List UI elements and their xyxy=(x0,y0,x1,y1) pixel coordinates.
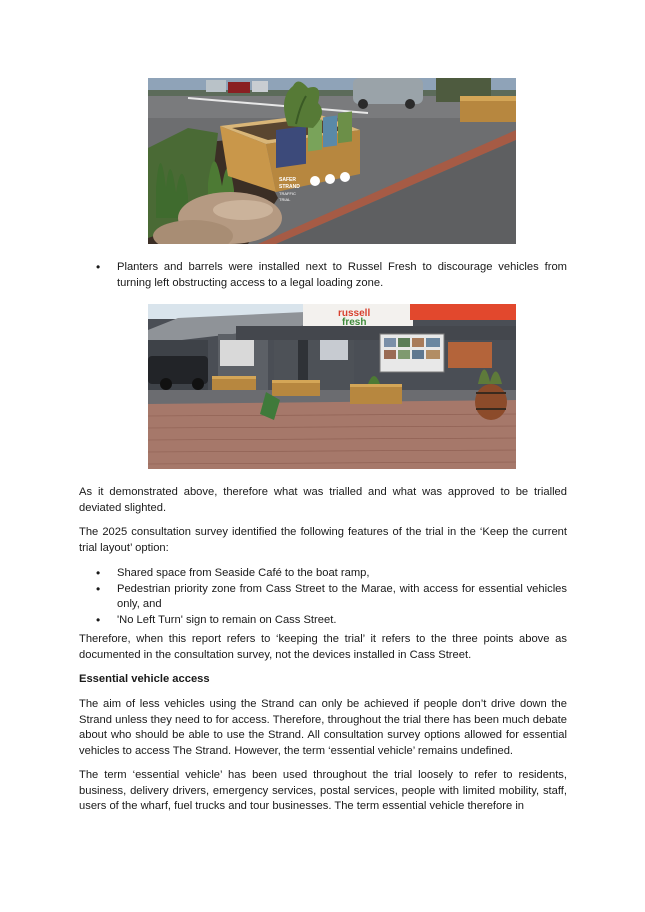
svg-text:STRAND: STRAND xyxy=(279,184,300,190)
bullet-list-trial-features xyxy=(79,566,567,628)
svg-text:TRIAL: TRIAL xyxy=(279,197,291,202)
svg-text:SAFER: SAFER xyxy=(279,177,296,183)
list-item: • 'No Left Turn' sign to remain on Cass Street. xyxy=(79,613,567,629)
russell-fresh-image xyxy=(148,304,516,469)
planter-strand-photo xyxy=(148,78,516,244)
paragraph-term: The term ‘essential vehicle’ has been used throughout the trial loosely to refer to residents, business, delivery drivers, emergency services, postal services, people with limited mobility, staff, users of the wharf, fuel trucks and tour businesses. The term essential vehicle therefore in xyxy=(79,769,567,812)
svg-text:fresh: fresh xyxy=(342,317,367,328)
list-item: • Shared space from Seaside Café to the boat ramp, xyxy=(79,566,567,582)
bullet-list-planters xyxy=(79,260,567,291)
planter-strand-image xyxy=(148,78,516,244)
svg-text:russell: russell xyxy=(338,308,371,319)
list-item: • Pedestrian priority zone from Cass Street to the Marae, with access for essential vehicles only, and xyxy=(79,582,567,613)
list-item: • Planters and barrels were installed next to Russel Fresh to discourage vehicles from turning left obstructing access to a legal loading zone. xyxy=(79,260,567,291)
paragraph-demonstrated: As it demonstrated above, therefore what was trialled and what was approved to be trialled deviated slighted. xyxy=(79,486,567,514)
paragraph-therefore: Therefore, when this report refers to ‘keeping the trial’ it refers to the three points above as documented in the consultation survey, not the devices installed in Cass Street. xyxy=(79,633,567,661)
svg-text:TRAFFIC: TRAFFIC xyxy=(279,191,296,196)
paragraph-survey: The 2025 consultation survey identified the following features of the trial in the ‘Keep the current trial layout’ option: xyxy=(79,526,567,554)
russell-fresh-photo xyxy=(148,304,516,469)
paragraph-aim: The aim of less vehicles using the Strand can only be achieved if people don’t drive down the Strand unless they need to for access. Therefore, throughout the trial there has been much debate about who should be able to use the Strand. All consultation survey options allowed for essential vehicles to access The Strand. However, the term ‘essential vehicle’ remains undefined. xyxy=(79,698,567,757)
section-heading: Essential vehicle access xyxy=(79,673,210,685)
